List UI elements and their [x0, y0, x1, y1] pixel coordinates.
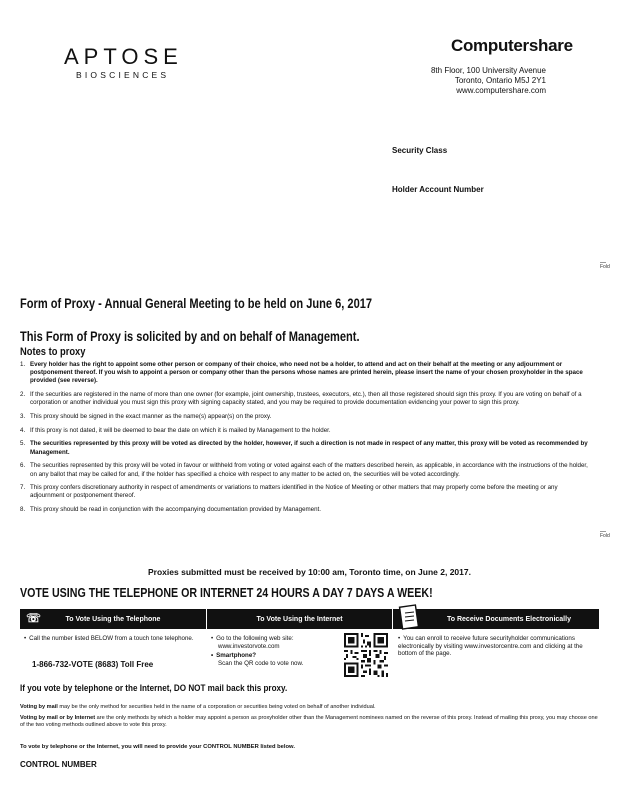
electronic-text: • You can enroll to receive future securityholder communications electronically by visiting www.investorcentre.com and clicking at the bottom of the page.	[398, 635, 593, 658]
note-item	[20, 506, 590, 514]
note-number: 1.	[20, 361, 26, 368]
form-title: Form of Proxy - Annual General Meeting to be held on June 6, 2017	[20, 296, 373, 311]
note-item	[20, 484, 590, 500]
control-number-label: CONTROL NUMBER	[20, 760, 97, 769]
fold-mark	[600, 262, 606, 263]
toll-free-number[interactable]: 1-866-732-VOTE (8683) Toll Free	[32, 660, 154, 669]
notes-list	[20, 361, 590, 520]
note-text: This proxy should be signed in the exact manner as the name(s) appear(s) on the proxy.	[30, 413, 272, 421]
internet-bar-label: To Vote Using the Internet	[256, 615, 343, 623]
note-text: If this proxy is not dated, it will be deemed to bear the date on which it is mailed by Management to the holder.	[30, 426, 331, 434]
proxies-deadline: Proxies submitted must be received by 10:00 am, Toronto time, on June 2, 2017.	[148, 567, 471, 577]
note-text: Every holder has the right to appoint some other person or company of their choice, who need not be a holder, to attend and act on their behalf at the meeting or any adjournment or postponement thereof. If you wish to appoint a person or company other than the persons whose names are printed herein, please insert the name of your chosen proxyholder in the space provided (see reverse).	[30, 361, 583, 385]
computershare-address	[431, 66, 546, 96]
note-number: 7.	[20, 484, 26, 492]
voting-by-mail-text: may be the only method for securities held in the name of a corporation or securities being voted on behalf of another individual.	[59, 704, 376, 710]
telephone-instructions	[24, 635, 204, 643]
qr-code[interactable]	[344, 633, 388, 677]
fold-label: Fold	[600, 533, 610, 539]
document-icon	[397, 603, 423, 633]
solicited-heading: This Form of Proxy is solicited by and on behalf of Management.	[20, 329, 360, 344]
note-item	[20, 462, 590, 478]
voting-mail-internet-label: Voting by mail or by Internet	[20, 715, 96, 721]
note-text: This proxy confers discretionary authority in respect of amendments or variations to matters identified in the Notice of Meeting or other matters that may properly come before the meeting or any adjournment or postponement thereof.	[30, 484, 558, 500]
electronic-bar	[393, 609, 599, 629]
note-number: 5.	[20, 440, 26, 448]
address-line: www.computershare.com	[456, 86, 546, 95]
note-number: 8.	[20, 506, 26, 514]
note-number: 6.	[20, 462, 26, 470]
investorvote-link[interactable]: www.investorvote.com	[218, 642, 280, 650]
vote-heading: VOTE USING THE TELEPHONE OR INTERNET 24 HOURS A DAY 7 DAYS A WEEK!	[20, 585, 433, 600]
note-item	[20, 361, 590, 386]
address-line: 8th Floor, 100 University Avenue	[430, 66, 546, 75]
electronic-bar-label: To Receive Documents Electronically	[447, 615, 571, 623]
note-text: The securities represented by this proxy will be voted in favour or withheld from voting or voted against each of the matters described herein, as applicable, in accordance with the instructions of the holder, on any ballot that may be called for and, if the holder has specified a choice with respect to any matter to be acted on, the securities will be voted accordingly.	[30, 462, 588, 478]
note-text: If the securities are registered in the name of more than one owner (for example, joint ownership, trustees, executors, etc.), then all those registered should sign this proxy. If you are voting on behalf of a corporation or another individual you must sign this proxy with signing capacity stated, and you may be required to provide documentation evidencing your power to sign this proxy.	[30, 391, 582, 407]
notes-heading: Notes to proxy	[20, 346, 86, 358]
holder-account-label: Holder Account Number	[392, 185, 484, 194]
fold-label: Fold	[600, 264, 610, 270]
security-class-label: Security Class	[392, 146, 448, 155]
smartphone-label: • Smartphone?	[211, 652, 339, 660]
internet-line1: • Go to the following web site:	[211, 635, 339, 643]
note-item	[20, 427, 590, 435]
voting-by-mail-paragraph	[20, 704, 600, 711]
note-number: 4.	[20, 426, 26, 434]
internet-bar	[207, 609, 392, 629]
electronic-instructions	[398, 635, 593, 658]
address-line: Toronto, Ontario M5J 2Y1	[454, 76, 546, 85]
aptose-logo-subtitle: BIOSCIENCES	[76, 70, 170, 80]
qr-instructions: Scan the QR code to vote now.	[218, 659, 304, 667]
voting-mail-internet-paragraph	[20, 715, 600, 730]
note-item	[20, 413, 590, 421]
note-text: This proxy should be read in conjunction with the accompanying documentation provided by Management.	[30, 506, 321, 514]
computershare-logo: Computershare	[451, 36, 573, 55]
control-number-notice: To vote by telephone or the Internet, you will need to provide your CONTROL NUMBER listed below.	[20, 744, 295, 750]
note-number: 2.	[20, 391, 26, 399]
voting-mail-internet-text: are the only methods by which a holder may appoint a person as proxyholder other than the Management nominees named on the reverse of this proxy. Instead of mailing this proxy, you may choose one of the two voting methods outlined above to vote this proxy.	[20, 715, 598, 729]
note-text: The securities represented by this proxy will be voted as directed by the holder, however, if such a direction is not made in respect of any matter, this proxy will be voted as recommended by Management.	[30, 440, 588, 456]
internet-instructions	[211, 635, 339, 667]
do-not-mail-notice: If you vote by telephone or the Internet, DO NOT mail back this proxy.	[20, 683, 288, 693]
note-number: 3.	[20, 413, 26, 421]
fold-mark	[600, 531, 606, 532]
telephone-bar-label: To Vote Using the Telephone	[65, 615, 161, 623]
voting-by-mail-label: Voting by mail	[20, 704, 58, 710]
telephone-text: • Call the number listed BELOW from a touch tone telephone.	[24, 635, 204, 643]
note-item	[20, 440, 590, 456]
aptose-logo: APTOSE	[64, 44, 183, 69]
telephone-bar	[20, 609, 206, 629]
phone-icon: ☏	[26, 611, 42, 625]
note-item	[20, 391, 590, 407]
